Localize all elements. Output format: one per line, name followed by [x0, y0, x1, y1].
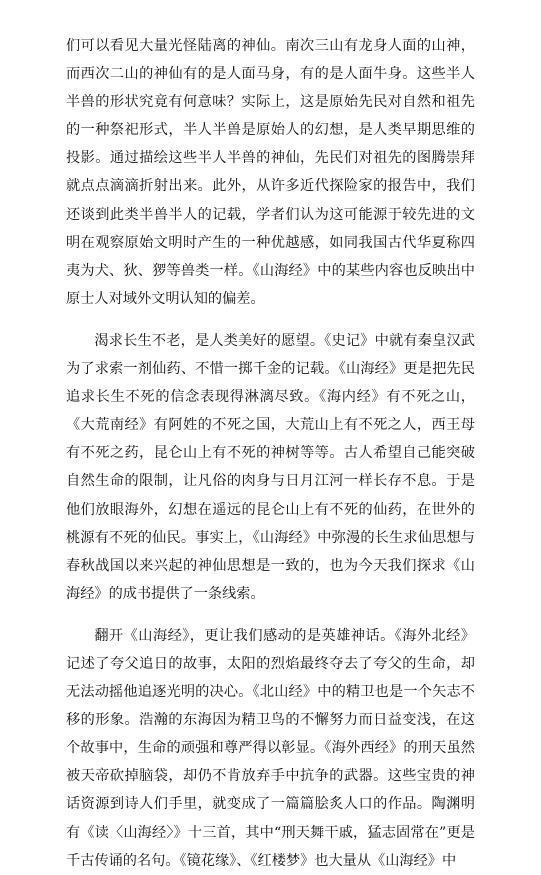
paragraph-2: 渴求长生不老，是人类美好的愿望。《史记》中就有秦皇汉武为了求索一剂仙药、不惜一掷千金的记载。《山海经》更是把先民追求长生不死的信念表现得淋漓尽致。《海内经》有不死之山，《大荒南经》有阿姓的不死之国，大荒山上有不死之人，西王母有不死之药，昆仑山上有不死的神树等等。古人希望自己能突破自然生命的限制，让凡俗的肉身与日月江河一样长存不息。于是他们放眼海外，幻想在遥远的昆仑山上有不死的仙药，在世外的桃源有不死的仙民。事实上，《山海经》中弥漫的长生求仙思想与春秋战国以来兴起的神仙思想是一致的，也为今天我们探求《山海经》的成书提供了一条线索。 [66, 332, 475, 602]
paragraph-1: 们可以看见大量光怪陆离的神仙。南次三山有龙身人面的山神，而西次二山的神仙有的是人面马身，有的是人面牛身。这些半人半兽的形状究竟有何意味？实际上，这是原始先民对自然和祖先的一种祭祀形式，半人半兽是原始人的幻想，是人类早期思维的投影。通过描绘这些半人半兽的神仙，先民们对祖先的图腾崇拜就点点滴滴折射出来。此外，从许多近代探险家的报告中，我们还谈到此类半兽半人的记载，学者们认为这可能源于较先进的文明在观察原始文明时产生的一种优越感，如同我国古代华夏称四夷为犬、狄、猡等兽类一样。《山海经》中的某些内容也反映出中原士人对域外文明认知的偏差。 [66, 38, 475, 307]
paragraph-3: 翻开《山海经》，更让我们感动的是英雄神话。《海外北经》记述了夸父追日的故事，太阳的烈焰最终夺去了夸父的生命，却无法动摇他追逐光明的决心。《北山经》中的精卫也是一个矢志不移的形象。浩瀚的东海因为精卫鸟的不懈努力而日益变浅，在这个故事中，生命的顽强和尊严得以彰显。《海外西经》的刑天虽然被天帝砍掉脑袋，却仍不肯放弃手中抗争的武器。这些宝贵的神话资源到诗人们手里，就变成了一篇篇脍炙人口的作品。陶渊明有《读〈山海经〉》十三首，其中“刑天舞干戚，猛志固常在”更是千古传诵的名句。《镜花缘》、《红楼梦》也大量从《山海经》中 [66, 627, 475, 869]
